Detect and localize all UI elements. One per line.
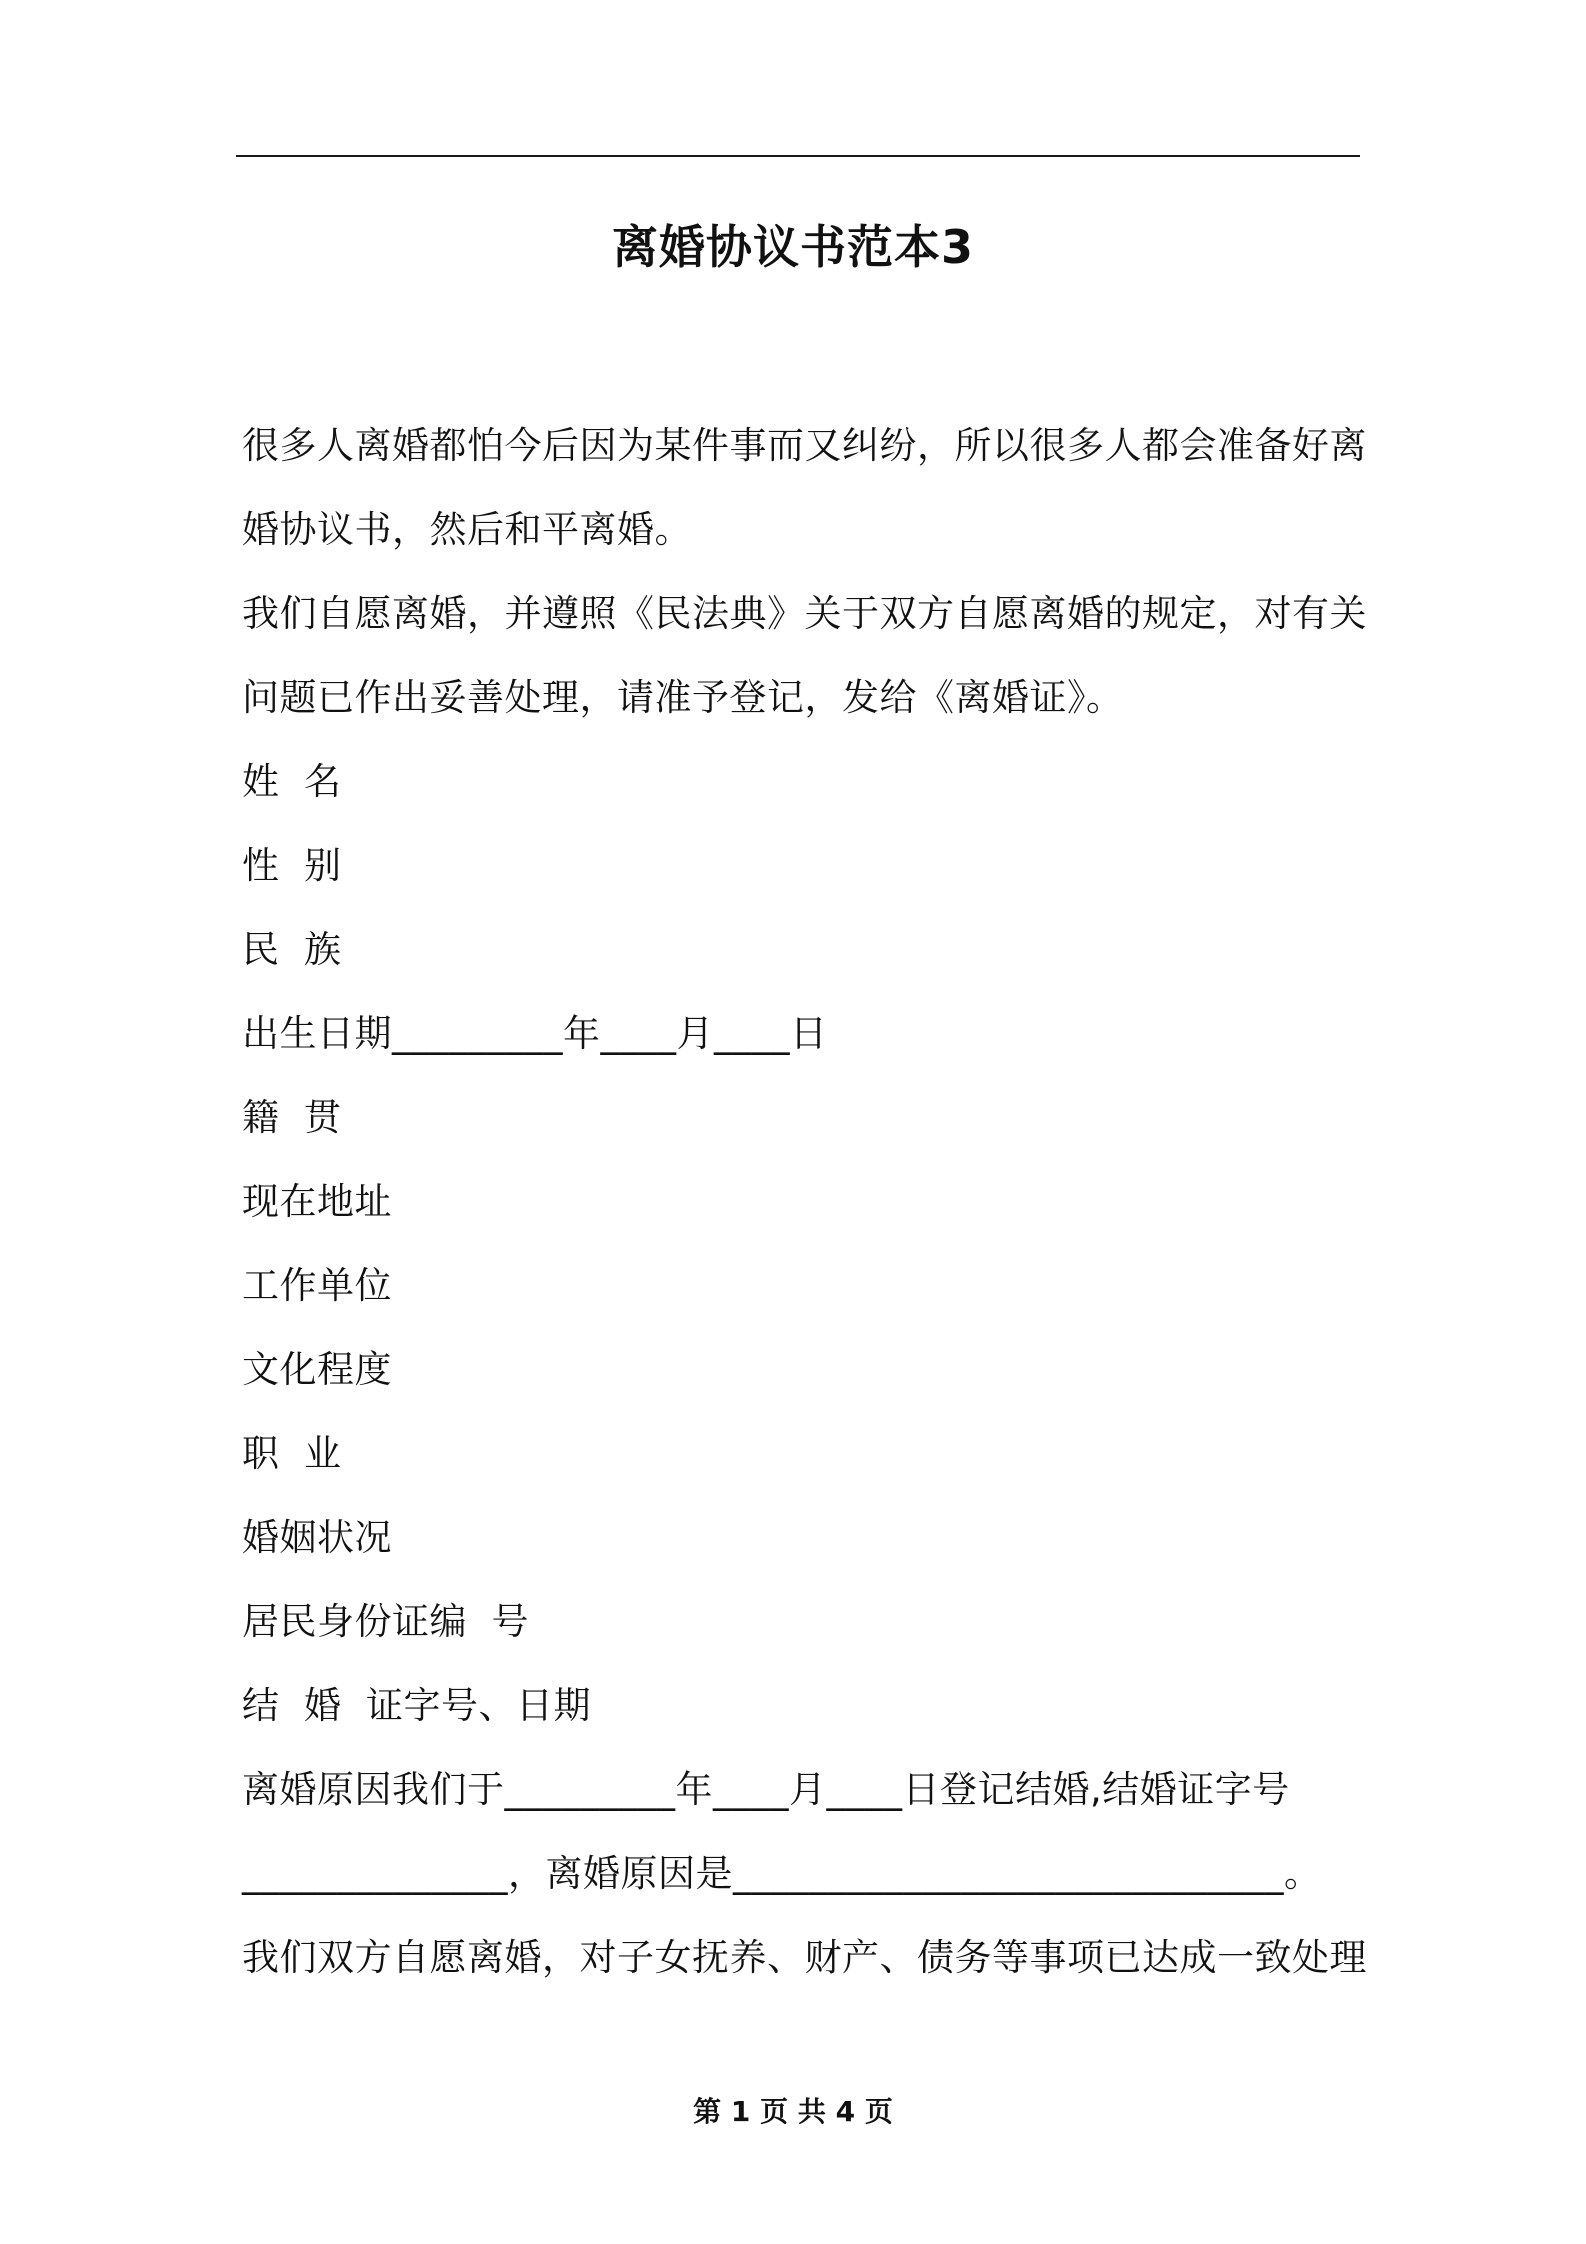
paragraph-line: 离婚原因我们于_________年____月____日登记结婚,结婚证字号 (242, 1768, 1290, 1811)
paragraph-line: 我们双方自愿离婚，对子女抚养、财产、债务等事项已达成一致处理 (242, 1936, 1367, 1979)
field-occupation: 职 业 (242, 1432, 342, 1475)
field-marriage-cert: 结 婚 证字号、日期 (242, 1684, 592, 1727)
field-native-place: 籍 贯 (242, 1096, 342, 1139)
field-id-number: 居民身份证编 号 (242, 1600, 530, 1643)
paragraph-line: 我们自愿离婚，并遵照《民法典》关于双方自愿离婚的规定，对有关 (242, 592, 1367, 635)
field-marital-status: 婚姻状况 (242, 1516, 392, 1559)
paragraph-line: ______________，离婚原因是_____________________________。 (242, 1852, 1322, 1895)
paragraph-line: 婚协议书，然后和平离婚。 (242, 508, 692, 551)
field-gender: 性 别 (242, 844, 342, 887)
document-title: 离婚协议书范本3 (611, 220, 974, 274)
document-body (242, 404, 1367, 2000)
header-rule (236, 155, 1360, 157)
field-ethnicity: 民 族 (242, 928, 342, 971)
paragraph-line: 问题已作出妥善处理，请准予登记，发给《离婚证》。 (242, 676, 1124, 719)
field-name: 姓 名 (242, 760, 342, 803)
paragraph-line: 很多人离婚都怕今后因为某件事而又纠纷，所以很多人都会准备好离 (242, 424, 1367, 467)
field-address: 现在地址 (242, 1180, 392, 1223)
page-number: 第 1 页 共 4 页 (693, 2095, 893, 2128)
field-birthdate: 出生日期_________年____月____日 (242, 1012, 828, 1055)
field-employer: 工作单位 (242, 1264, 392, 1307)
field-education: 文化程度 (242, 1348, 392, 1391)
